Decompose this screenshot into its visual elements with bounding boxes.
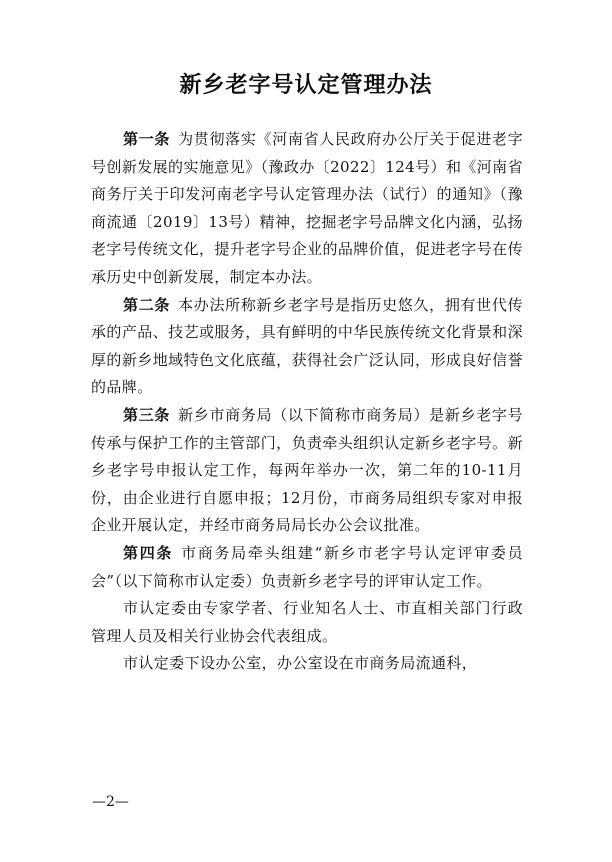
paragraph-text: 市认定委由专家学者、行业知名人士、市直相关部门行政管理人员及相关行业协会代表组成。 [91,599,523,645]
article-4 [91,540,523,595]
article-text: 为贯彻落实《河南省人民政府办公厅关于促进老字号创新发展的实施意见》（豫政办〔2022〕124号）和《河南省商务厅关于印发河南老字号认定管理办法（试行）的通知》（豫商流通〔2019〕13号）精神，挖掘老字号品牌文化内涵，弘扬老字号传统文化，提升老字号企业的品牌价值，促进老字号在传承历史中创新发展，制定本办法。 [91,130,523,286]
paragraph-committee-members [91,595,523,650]
article-2 [91,292,523,402]
article-text: 新乡市商务局（以下简称市商务局）是新乡老字号传承与保护工作的主管部门，负责牵头组织认定新乡老字号。新乡老字号申报认定工作，每两年举办一次，第二年的10-11月份，由企业进行自愿申报；12月份，市商务局组织专家对申报企业开展认定，并经市商务局局长办公会议批准。 [91,405,523,535]
article-label: 第二条 [123,295,171,314]
page-number: —2— [92,794,129,810]
article-1 [91,126,523,292]
article-text: 市商务局牵头组建“新乡市老字号认定评审委员会”（以下简称市认定委）负责新乡老字号的评审认定工作。 [91,543,523,590]
article-3 [91,402,523,540]
document-title: 新乡老字号认定管理办法 [179,72,433,98]
article-label: 第一条 [123,130,171,148]
article-label: 第四条 [123,543,174,562]
article-text: 本办法所称新乡老字号是指历史悠久，拥有世代传承的产品、技艺或服务，具有鲜明的中华民族传统文化背景和深厚的新乡地域特色文化底蕴，获得社会广泛认同，形成良好信誉的品牌。 [91,295,523,397]
paragraph-committee-office [91,650,523,678]
document-body [91,126,523,678]
paragraph-text: 市认定委下设办公室，办公室设在市商务局流通科， [123,654,478,673]
article-label: 第三条 [123,405,171,424]
